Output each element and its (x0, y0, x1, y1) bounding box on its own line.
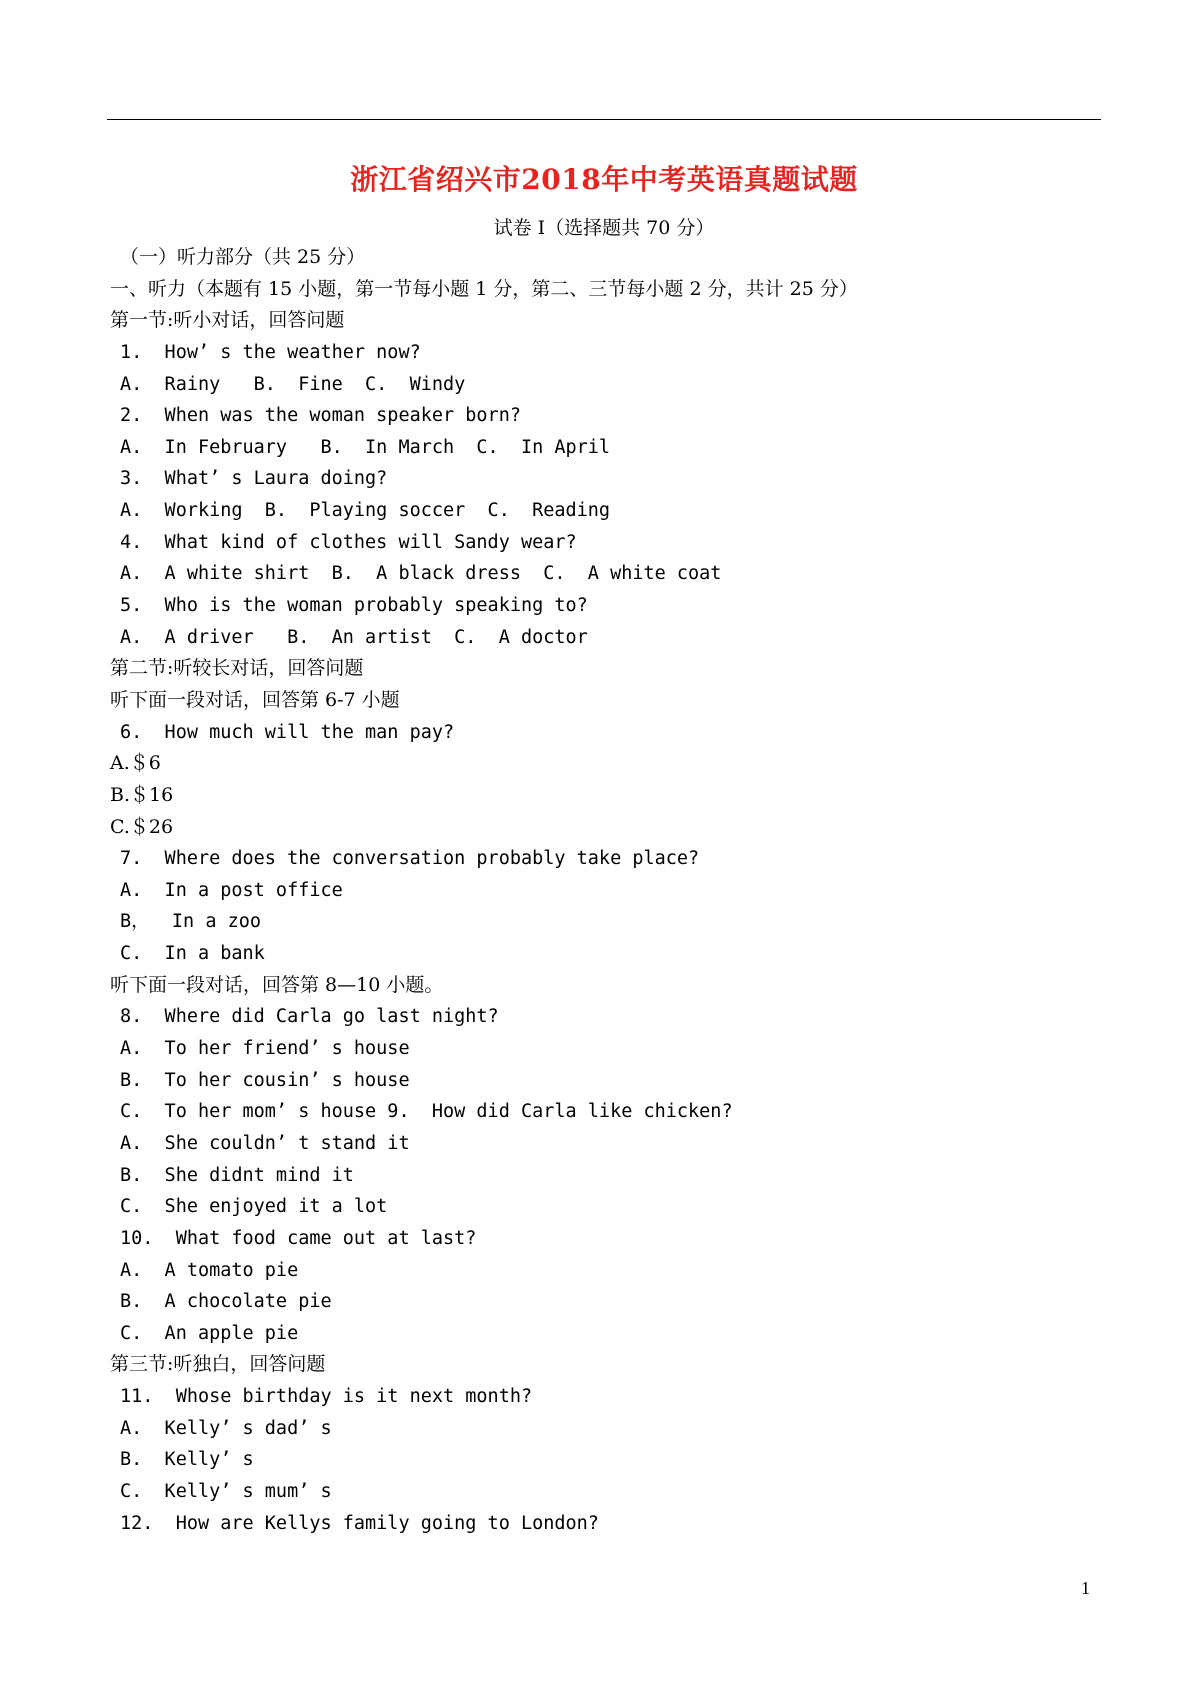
answer-options: C. Kelly’ s mum’ s (120, 1480, 332, 1502)
answer-options: A. A driver B. An artist C. A doctor (120, 626, 588, 648)
question-line: 6. How much will the man pay? (120, 721, 455, 743)
question-line: 3. What’ s Laura doing? (120, 468, 388, 490)
answer-options: C.＄26 (110, 815, 174, 838)
section-heading: 听下面一段对话，回答第 6-7 小题 (110, 688, 400, 711)
answer-options: B， In a zoo (120, 911, 262, 933)
section-heading: 第二节:听较长对话，回答问题 (110, 657, 364, 680)
answer-options: C. She enjoyed it a lot (120, 1196, 388, 1218)
answer-options: C. In a bank (120, 943, 265, 965)
answer-options: B. A chocolate pie (120, 1291, 332, 1313)
question-line: 10. What food came out at last? (120, 1227, 477, 1249)
question-line: 4. What kind of clothes will Sandy wear? (120, 531, 577, 553)
answer-options: A. In a post office (120, 879, 343, 901)
answer-options: C. To her mom’ s house 9. How did Carla like chicken? (120, 1101, 733, 1123)
section-heading: 第一节:听小对话，回答问题 (110, 309, 345, 332)
document-title: 浙江省绍兴市2018年中考英语真题试题 (350, 163, 858, 196)
answer-options: C. An apple pie (120, 1322, 299, 1344)
section-heading: 听下面一段对话，回答第 8—10 小题。 (110, 973, 444, 996)
header-rule (107, 119, 1101, 120)
answer-options: A. To her friend’ s house (120, 1038, 410, 1060)
question-line: 11. Whose birthday is it next month? (120, 1386, 533, 1408)
paper-subtitle: 试卷 I（选择题共 70 分） (493, 217, 715, 239)
answer-options: A. A tomato pie (120, 1259, 299, 1281)
question-line: 7. Where does the conversation probably take place? (120, 848, 700, 870)
question-line: 5. Who is the woman probably speaking to? (120, 595, 588, 617)
answer-options: A. Rainy B. Fine C. Windy (120, 373, 466, 395)
answer-options: A. A white shirt B. A black dress C. A white coat (120, 563, 722, 585)
page-number: 1 (1081, 1578, 1090, 1598)
answer-options: A.＄6 (110, 752, 161, 775)
answer-options: B.＄16 (110, 783, 174, 806)
exam-body (110, 242, 1110, 1539)
answer-options: B. To her cousin’ s house (120, 1069, 410, 1091)
answer-options: A. Working B. Playing soccer C. Reading (120, 500, 611, 522)
section-heading: （一）听力部分（共 25 分） (120, 246, 366, 268)
section-heading: 一、听力（本题有 15 小题，第一节每小题 1 分，第二、三节每小题 2 分，共计 25 分） (110, 277, 858, 300)
question-line: 8. Where did Carla go last night? (120, 1006, 499, 1028)
answer-options: B. She didnt mind it (120, 1164, 354, 1186)
answer-options: B. Kelly’ s (120, 1449, 254, 1471)
section-heading: 第三节:听独白，回答问题 (110, 1353, 326, 1376)
question-line: 2. When was the woman speaker born? (120, 405, 521, 427)
answer-options: A. Kelly’ s dad’ s (120, 1417, 332, 1439)
question-line: 1. How’ s the weather now? (120, 341, 421, 363)
question-line: 12. How are Kellys family going to London? (120, 1512, 599, 1534)
answer-options: A. She couldn’ t stand it (120, 1132, 410, 1154)
answer-options: A. In February B. In March C. In April (120, 436, 611, 458)
